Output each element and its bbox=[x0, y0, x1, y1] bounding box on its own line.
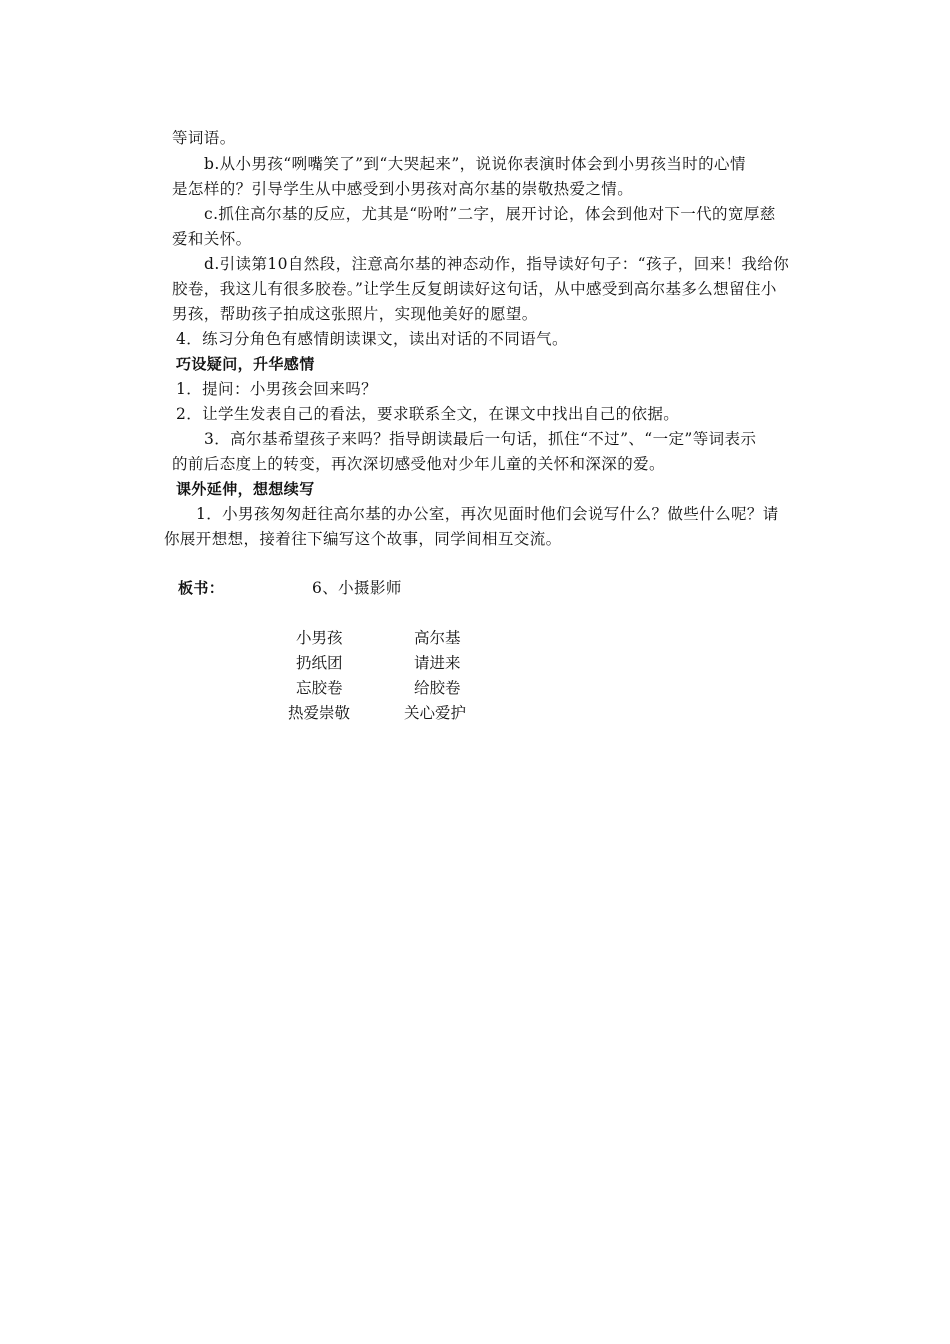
board-title: 6、小摄影师 bbox=[312, 579, 402, 597]
board-right-item: 请进来 bbox=[414, 654, 461, 672]
paragraph-line: 等词语。 bbox=[172, 129, 236, 147]
paragraph-line: 你展开想想，接着往下编写这个故事，同学间相互交流。 bbox=[164, 530, 562, 548]
paragraph-line: 的前后态度上的转变，再次深切感受他对少年儿童的关怀和深深的爱。 bbox=[172, 455, 665, 473]
board-left-item: 热爱崇敬 bbox=[288, 704, 351, 722]
board-right-item: 关心爱护 bbox=[404, 704, 467, 722]
paragraph-line: 1．小男孩匆匆赶往高尔基的办公室，再次见面时他们会说写什么？做些什么呢？请 bbox=[196, 505, 779, 523]
paragraph-line: 胶卷，我这儿有很多胶卷。”让学生反复朗读好这句话，从中感受到高尔基多么想留住小 bbox=[172, 280, 777, 298]
board-left-item: 扔纸团 bbox=[296, 654, 343, 672]
board-left-item: 忘胶卷 bbox=[296, 679, 343, 697]
board-right-item: 给胶卷 bbox=[414, 679, 461, 697]
board-label: 板书： bbox=[178, 579, 225, 597]
board-right-item: 高尔基 bbox=[414, 629, 461, 647]
paragraph-line: 3．高尔基希望孩子来吗？指导朗读最后一句话，抓住“不过”、“一定”等词表示 bbox=[204, 430, 757, 448]
paragraph-line: 爱和关怀。 bbox=[172, 230, 252, 248]
paragraph-line: c.抓住高尔基的反应，尤其是“吩咐”二字，展开讨论，体会到他对下一代的宽厚慈 bbox=[204, 205, 776, 223]
board-left-item: 小男孩 bbox=[296, 629, 343, 647]
paragraph-line: 是怎样的？引导学生从中感受到小男孩对高尔基的崇敬热爱之情。 bbox=[172, 180, 634, 198]
paragraph-line: 男孩，帮助孩子拍成这张照片，实现他美好的愿望。 bbox=[172, 305, 538, 323]
section-heading: 巧设疑问，升华感情 bbox=[176, 355, 315, 373]
paragraph-line: d.引读第10自然段，注意高尔基的神态动作，指导读好句子：“孩子，回来！我给你 bbox=[204, 255, 790, 273]
paragraph-line: b.从小男孩“咧嘴笑了”到“大哭起来”，说说你表演时体会到小男孩当时的心情 bbox=[204, 155, 746, 173]
paragraph-line: 2．让学生发表自己的看法，要求联系全文，在课文中找出自己的依据。 bbox=[176, 405, 680, 423]
paragraph-line: 4．练习分角色有感情朗读课文，读出对话的不同语气。 bbox=[176, 330, 568, 348]
paragraph-line: 1．提问：小男孩会回来吗？ bbox=[176, 380, 378, 398]
section-heading: 课外延伸，想想续写 bbox=[176, 480, 315, 498]
